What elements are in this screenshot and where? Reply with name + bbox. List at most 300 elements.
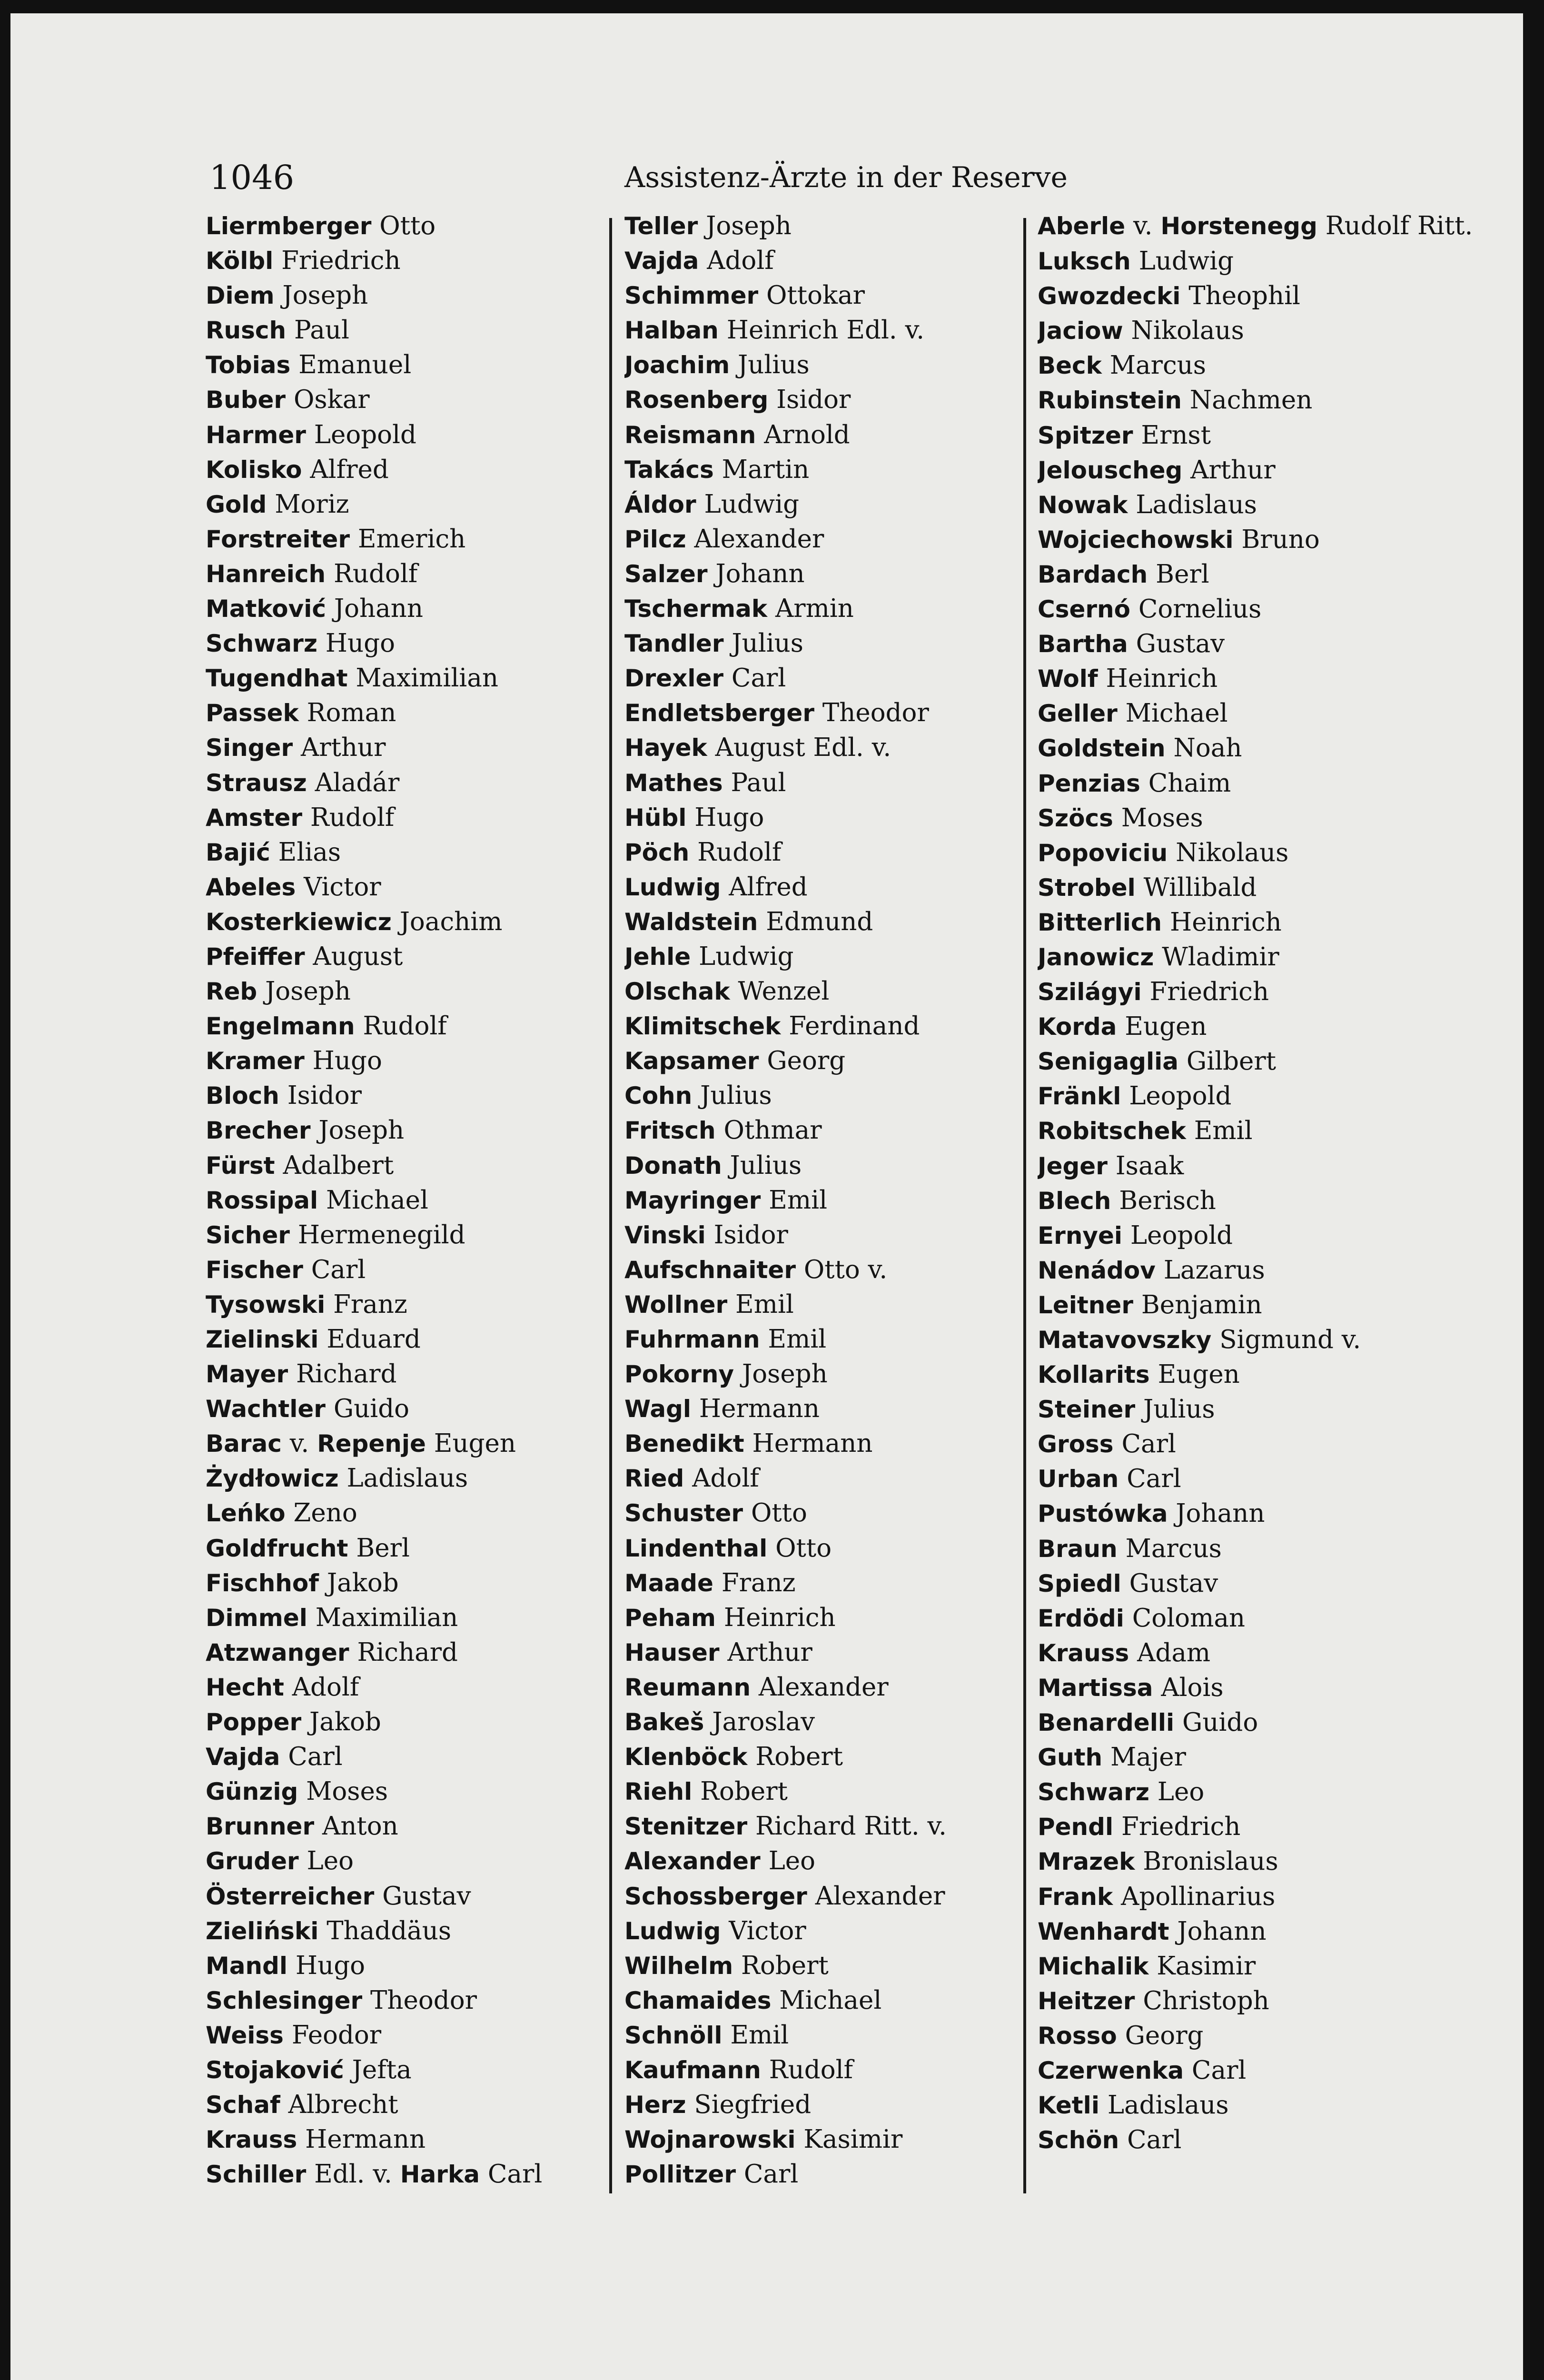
given-name: Christoph <box>1143 1986 1269 2015</box>
name-entry <box>1038 1183 1514 1218</box>
surname: Tandler <box>624 630 724 658</box>
name-entry <box>206 1948 601 1983</box>
given-name: Gustav <box>382 1881 471 1911</box>
name-entry <box>624 1844 1024 1878</box>
surname: Sicher <box>206 1221 290 1249</box>
surname: Bardach <box>1038 560 1148 588</box>
name-entry <box>1038 1740 1514 1775</box>
name-entry <box>206 1148 601 1183</box>
surname: Leitner <box>1038 1291 1133 1319</box>
surname: Engelmann <box>206 1012 355 1041</box>
given-name: Jakob <box>309 1707 381 1737</box>
surname: Steiner <box>1038 1396 1136 1424</box>
name-entry <box>1038 348 1514 383</box>
surname: Fürst <box>206 1151 275 1180</box>
given-name: Georg <box>1125 2021 1204 2050</box>
given-name: Leopold <box>1130 1220 1233 1250</box>
page-title: Assistenz-Ärzte in der Reserve <box>624 161 1068 194</box>
given-name: Michael <box>1125 699 1228 728</box>
surname: Teller <box>624 212 698 240</box>
surname: Pilcz <box>624 525 686 553</box>
given-name: Oskar <box>293 385 370 415</box>
given-name: Edl. v. <box>314 2160 392 2189</box>
name-entry <box>1038 1914 1514 1949</box>
name-entry <box>624 2087 1024 2122</box>
given-name: Leo <box>768 1846 816 1876</box>
name-entry <box>624 243 1024 278</box>
surname: Riehl <box>624 1778 693 1806</box>
given-name: Rudolf <box>310 803 395 832</box>
given-name: August Edl. v. <box>715 733 891 763</box>
surname: Diem <box>206 282 275 310</box>
surname: Geller <box>1038 700 1118 728</box>
surname: Schiller <box>206 2161 307 2189</box>
surname: Drexler <box>624 664 724 693</box>
surname: Bloch <box>206 1082 279 1110</box>
surname: Atzwanger <box>206 1638 349 1666</box>
given-name: Berl <box>1156 559 1209 589</box>
name-entry <box>624 1009 1024 1043</box>
given-name: Eugen <box>1125 1012 1207 1041</box>
surname: Guth <box>1038 1744 1103 1772</box>
surname: Chamaides <box>624 1986 772 2014</box>
surname: Wolf <box>1038 665 1098 693</box>
surname: Forstreiter <box>206 525 350 553</box>
given-name: Berisch <box>1119 1186 1216 1215</box>
name-entry <box>1038 1983 1514 2018</box>
name-entry <box>206 243 601 278</box>
given-name: Alois <box>1161 1673 1224 1702</box>
surname: Wenhardt <box>1038 1917 1169 1945</box>
name-entry <box>1038 1218 1514 1253</box>
name-entry <box>624 1357 1024 1391</box>
given-name: Heinrich <box>1170 907 1282 937</box>
name-entry <box>1038 1253 1514 1288</box>
name-entry <box>206 904 601 939</box>
given-name: Joseph <box>706 211 792 240</box>
surname: Kramer <box>206 1047 305 1075</box>
given-name: Adolf <box>292 1672 359 1702</box>
surname: Bitterlich <box>1038 908 1162 936</box>
given-name: Rudolf <box>333 559 418 588</box>
name-entry <box>1038 1009 1514 1044</box>
given-name: Adolf <box>692 1464 759 1493</box>
surname: Spiedl <box>1038 1569 1121 1597</box>
given-name: Julius <box>738 350 810 380</box>
surname: Tschermak <box>624 595 768 623</box>
given-name: Benjamin <box>1141 1290 1262 1319</box>
name-entry <box>206 1043 601 1078</box>
given-name: Nikolaus <box>1176 838 1289 867</box>
surname: Senigaglia <box>1038 1048 1178 1076</box>
surname: Zielinski <box>206 1326 319 1353</box>
given-name: Berl <box>356 1533 410 1563</box>
given-name: Heinrich Edl. v. <box>726 316 925 345</box>
given-name: Feodor <box>291 2020 382 2050</box>
name-entry <box>624 835 1024 870</box>
name-entry <box>206 1844 601 1878</box>
given-name: Ernst <box>1141 420 1211 450</box>
surname: Hecht <box>206 1673 284 1701</box>
page-number: 1046 <box>209 158 295 197</box>
name-entry <box>624 1148 1024 1183</box>
surname: Benardelli <box>1038 1709 1175 1737</box>
surname: Klenböck <box>624 1743 748 1771</box>
surname: Kölbl <box>206 247 274 275</box>
surname: Rusch <box>206 317 287 345</box>
given-name: Leopold <box>314 420 416 449</box>
name-entry <box>206 278 601 313</box>
surname: Krauss <box>1038 1639 1129 1667</box>
surname: Pokorny <box>624 1360 734 1388</box>
name-entry <box>1038 1113 1514 1148</box>
given-name: Julius <box>730 1150 802 1180</box>
given-name: Apollinarius <box>1121 1882 1276 1911</box>
surname: Leńko <box>206 1499 286 1527</box>
name-entry <box>624 695 1024 730</box>
name-entry <box>206 1739 601 1774</box>
given-name: Theophil <box>1188 281 1301 311</box>
surname: Áldor <box>624 490 696 518</box>
name-entry <box>1038 1149 1514 1183</box>
name-entry <box>206 1983 601 2018</box>
name-entry <box>624 347 1024 382</box>
surname: Robitschek <box>1038 1117 1186 1145</box>
given-name: Victor <box>304 872 381 902</box>
given-name: Ludwig <box>704 489 800 519</box>
given-name: Jakob <box>327 1568 399 1597</box>
given-name: Rudolf Ritt. <box>1325 211 1473 240</box>
surname: Szilágyi <box>1038 978 1142 1006</box>
name-entry <box>624 1183 1024 1218</box>
surname: Heitzer <box>1038 1987 1135 2015</box>
surname: Fischhof <box>206 1569 319 1597</box>
name-entry <box>1038 1879 1514 1914</box>
given-name: Johann <box>334 594 424 624</box>
surname: Strobel <box>1038 873 1136 902</box>
name-entry <box>206 1774 601 1809</box>
surname: Janowicz <box>1038 943 1154 971</box>
given-name: Joseph <box>282 281 368 310</box>
surname: Luksch <box>1038 248 1131 276</box>
name-entry <box>1038 626 1514 661</box>
name-entry <box>1038 661 1514 696</box>
surname: Wagl <box>624 1395 692 1423</box>
given-name: Rudolf <box>769 2055 853 2084</box>
name-entry <box>206 1218 601 1252</box>
given-name: Adam <box>1137 1638 1211 1667</box>
name-entry <box>1038 1601 1514 1636</box>
name-column-2 <box>624 208 1024 2192</box>
given-name: Emil <box>730 2020 789 2050</box>
name-entry <box>1038 313 1514 348</box>
name-entry <box>1038 1322 1514 1357</box>
surname: Amster <box>206 803 303 832</box>
surname: Gross <box>1038 1430 1114 1458</box>
given-name: Ludwig <box>699 942 794 971</box>
surname: Aberle <box>1038 212 1126 240</box>
name-entry <box>1038 453 1514 487</box>
surname: Matković <box>206 595 327 623</box>
name-entry <box>1038 1044 1514 1079</box>
given-name: Roman <box>307 698 396 728</box>
name-entry <box>624 2053 1024 2087</box>
name-entry <box>206 1287 601 1322</box>
name-entry <box>624 800 1024 835</box>
name-entry <box>624 939 1024 974</box>
surname: Peham <box>624 1604 716 1632</box>
given-name: Franz <box>333 1289 407 1319</box>
name-column-3 <box>1038 208 1514 2157</box>
given-name: Richard Ritt. v. <box>755 1812 947 1841</box>
given-name: Willibald <box>1143 873 1257 902</box>
given-name: Isaak <box>1115 1151 1184 1180</box>
given-name: Moses <box>1121 803 1203 833</box>
name-entry <box>206 556 601 591</box>
given-name: v. <box>1133 211 1153 240</box>
given-name: Carl <box>731 664 786 693</box>
given-name: v. <box>289 1429 309 1458</box>
given-name: Julius <box>1143 1395 1215 1424</box>
name-entry <box>206 1914 601 1948</box>
given-name: Heinrich <box>723 1603 836 1632</box>
surname: Popper <box>206 1708 302 1736</box>
given-name: Carl <box>1121 1429 1176 1459</box>
given-name: Friedrich <box>281 246 401 276</box>
given-name: Coloman <box>1132 1603 1246 1633</box>
given-name: Michael <box>779 1985 882 2015</box>
surname: Cohn <box>624 1082 693 1110</box>
given-name: Eugen <box>1158 1360 1240 1389</box>
given-name: Carl <box>1191 2055 1247 2085</box>
given-name: Richard <box>296 1359 397 1389</box>
given-name: Moriz <box>275 489 349 519</box>
surname: Pöch <box>624 838 690 866</box>
surname: Schimmer <box>624 282 759 310</box>
given-name: Hugo <box>325 629 395 658</box>
name-entry <box>206 835 601 870</box>
name-entry <box>1038 940 1514 974</box>
surname: Popoviciu <box>1038 839 1168 867</box>
name-entry <box>624 1739 1024 1774</box>
surname: Reismann <box>624 421 756 449</box>
given-name: Emerich <box>357 524 466 554</box>
given-name: Noah <box>1173 734 1242 763</box>
name-entry <box>624 974 1024 1009</box>
given-name: Johann <box>1176 1499 1265 1528</box>
surname: Weiss <box>206 2021 284 2049</box>
given-name: Leo <box>1157 1777 1205 1807</box>
given-name: Isidor <box>776 385 851 415</box>
given-name: Carl <box>1127 2125 1182 2155</box>
name-entry <box>624 2157 1024 2192</box>
surname: Mrazek <box>1038 1848 1135 1876</box>
given-name: Richard <box>357 1637 458 1667</box>
surname: Bajić <box>206 838 270 866</box>
name-entry <box>624 1322 1024 1357</box>
surname: Wachtler <box>206 1395 326 1423</box>
surname: Aufschnaiter <box>624 1256 796 1284</box>
name-entry <box>1038 766 1514 801</box>
given-name: Alfred <box>729 872 808 902</box>
surname: Horstenegg <box>1160 212 1317 240</box>
name-entry <box>624 1566 1024 1600</box>
given-name: Otto v. <box>803 1255 888 1284</box>
given-name: Theodor <box>822 698 929 728</box>
surname: Harmer <box>206 421 306 449</box>
name-entry <box>624 1426 1024 1461</box>
surname: Matavovszky <box>1038 1326 1212 1354</box>
surname: Günzig <box>206 1778 298 1806</box>
given-name: Alexander <box>758 1672 889 1702</box>
surname: Hayek <box>624 734 707 762</box>
surname: Tugendhat <box>206 664 348 693</box>
given-name: Arthur <box>1190 455 1276 485</box>
name-entry <box>1038 418 1514 453</box>
name-entry <box>624 1496 1024 1530</box>
surname: Nenádov <box>1038 1256 1156 1284</box>
given-name: Wenzel <box>738 977 830 1006</box>
given-name: Guido <box>1182 1708 1258 1737</box>
surname: Kapsamer <box>624 1047 759 1075</box>
name-entry <box>206 452 601 487</box>
surname: Singer <box>206 734 293 762</box>
given-name: Hugo <box>295 1951 366 1980</box>
surname: Rosenberg <box>624 386 769 414</box>
name-entry <box>206 487 601 522</box>
surname: Wojnarowski <box>624 2126 796 2154</box>
name-entry <box>1038 731 1514 765</box>
name-entry <box>206 1322 601 1357</box>
surname: Jelouscheg <box>1038 456 1183 484</box>
given-name: Victor <box>729 1916 806 1945</box>
surname: Takács <box>624 456 714 484</box>
given-name: Julius <box>700 1081 772 1111</box>
surname: Fischer <box>206 1256 303 1284</box>
name-entry <box>206 1705 601 1739</box>
given-name: Eugen <box>434 1429 516 1458</box>
name-entry <box>624 1531 1024 1566</box>
name-entry <box>624 1914 1024 1948</box>
surname: Frank <box>1038 1883 1113 1911</box>
given-name: Gilbert <box>1186 1047 1277 1076</box>
given-name: Arthur <box>727 1637 812 1667</box>
given-name: Leo <box>307 1846 354 1876</box>
page-scan <box>10 13 1523 2380</box>
given-name: Rudolf <box>697 837 782 867</box>
surname: Halban <box>624 317 719 345</box>
surname: Repenje <box>317 1430 426 1458</box>
surname: Pustówka <box>1038 1500 1168 1528</box>
surname: Schnöll <box>624 2021 723 2049</box>
name-entry <box>1038 1531 1514 1566</box>
given-name: Robert <box>741 1951 829 1980</box>
surname: Vinski <box>624 1221 706 1249</box>
surname: Schwarz <box>1038 1778 1149 1806</box>
name-entry <box>1038 1844 1514 1879</box>
given-name: Adalbert <box>283 1150 394 1180</box>
name-entry <box>1038 870 1514 905</box>
given-name: Hermann <box>699 1394 820 1424</box>
given-name: Johann <box>715 559 805 588</box>
name-entry <box>624 1078 1024 1113</box>
given-name: Carl <box>487 2160 543 2189</box>
surname: Mayringer <box>624 1186 761 1214</box>
name-entry <box>206 417 601 452</box>
surname: Abeles <box>206 873 296 901</box>
surname: Vajda <box>624 247 699 275</box>
given-name: Cornelius <box>1138 595 1262 624</box>
name-entry <box>206 1078 601 1113</box>
name-entry <box>206 1252 601 1287</box>
name-entry <box>206 2018 601 2053</box>
given-name: Franz <box>721 1568 796 1597</box>
surname: Schossberger <box>624 1882 807 1910</box>
surname: Hübl <box>624 803 687 832</box>
surname: Endletsberger <box>624 699 814 727</box>
given-name: Rudolf <box>363 1012 447 1041</box>
surname: Braun <box>1038 1535 1118 1563</box>
given-name: Paul <box>294 316 349 345</box>
name-entry <box>1038 801 1514 835</box>
name-entry <box>624 765 1024 800</box>
name-entry <box>206 1566 601 1600</box>
surname: Rossipal <box>206 1186 318 1214</box>
given-name: August <box>313 942 403 971</box>
surname: Beck <box>1038 352 1102 380</box>
name-entry <box>1038 557 1514 592</box>
name-entry <box>1038 244 1514 278</box>
name-entry <box>1038 835 1514 870</box>
name-entry <box>206 347 601 382</box>
name-entry <box>206 1496 601 1530</box>
name-entry <box>206 1809 601 1844</box>
given-name: Edmund <box>766 907 873 936</box>
given-name: Thaddäus <box>327 1916 452 1945</box>
surname: Csernó <box>1038 595 1130 624</box>
given-name: Otto <box>751 1498 807 1528</box>
given-name: Nikolaus <box>1131 316 1244 346</box>
given-name: Otto <box>379 211 436 240</box>
given-name: Guido <box>333 1394 410 1424</box>
given-name: Hermenegild <box>297 1220 465 1250</box>
surname: Bakeš <box>624 1708 704 1736</box>
surname: Klimitschek <box>624 1012 781 1041</box>
surname: Olschak <box>624 978 730 1006</box>
name-entry <box>1038 522 1514 557</box>
given-name: Nachmen <box>1189 386 1313 415</box>
given-name: Friedrich <box>1149 977 1269 1007</box>
surname: Gruder <box>206 1847 299 1875</box>
name-entry <box>624 2018 1024 2053</box>
given-name: Chaim <box>1148 768 1231 798</box>
name-entry <box>1038 1427 1514 1461</box>
name-entry <box>1038 592 1514 626</box>
surname: Brunner <box>206 1813 315 1841</box>
given-name: Joseph <box>265 977 351 1006</box>
given-name: Hermann <box>305 2125 426 2154</box>
name-entry <box>1038 383 1514 417</box>
name-entry <box>206 382 601 417</box>
name-entry <box>206 1113 601 1148</box>
given-name: Alfred <box>310 455 389 484</box>
given-name: Emil <box>768 1325 827 1354</box>
surname: Schwarz <box>206 630 317 658</box>
name-entry <box>1038 2053 1514 2088</box>
given-name: Ladislaus <box>346 1464 468 1493</box>
name-entry <box>206 1879 601 1914</box>
given-name: Robert <box>755 1742 843 1772</box>
